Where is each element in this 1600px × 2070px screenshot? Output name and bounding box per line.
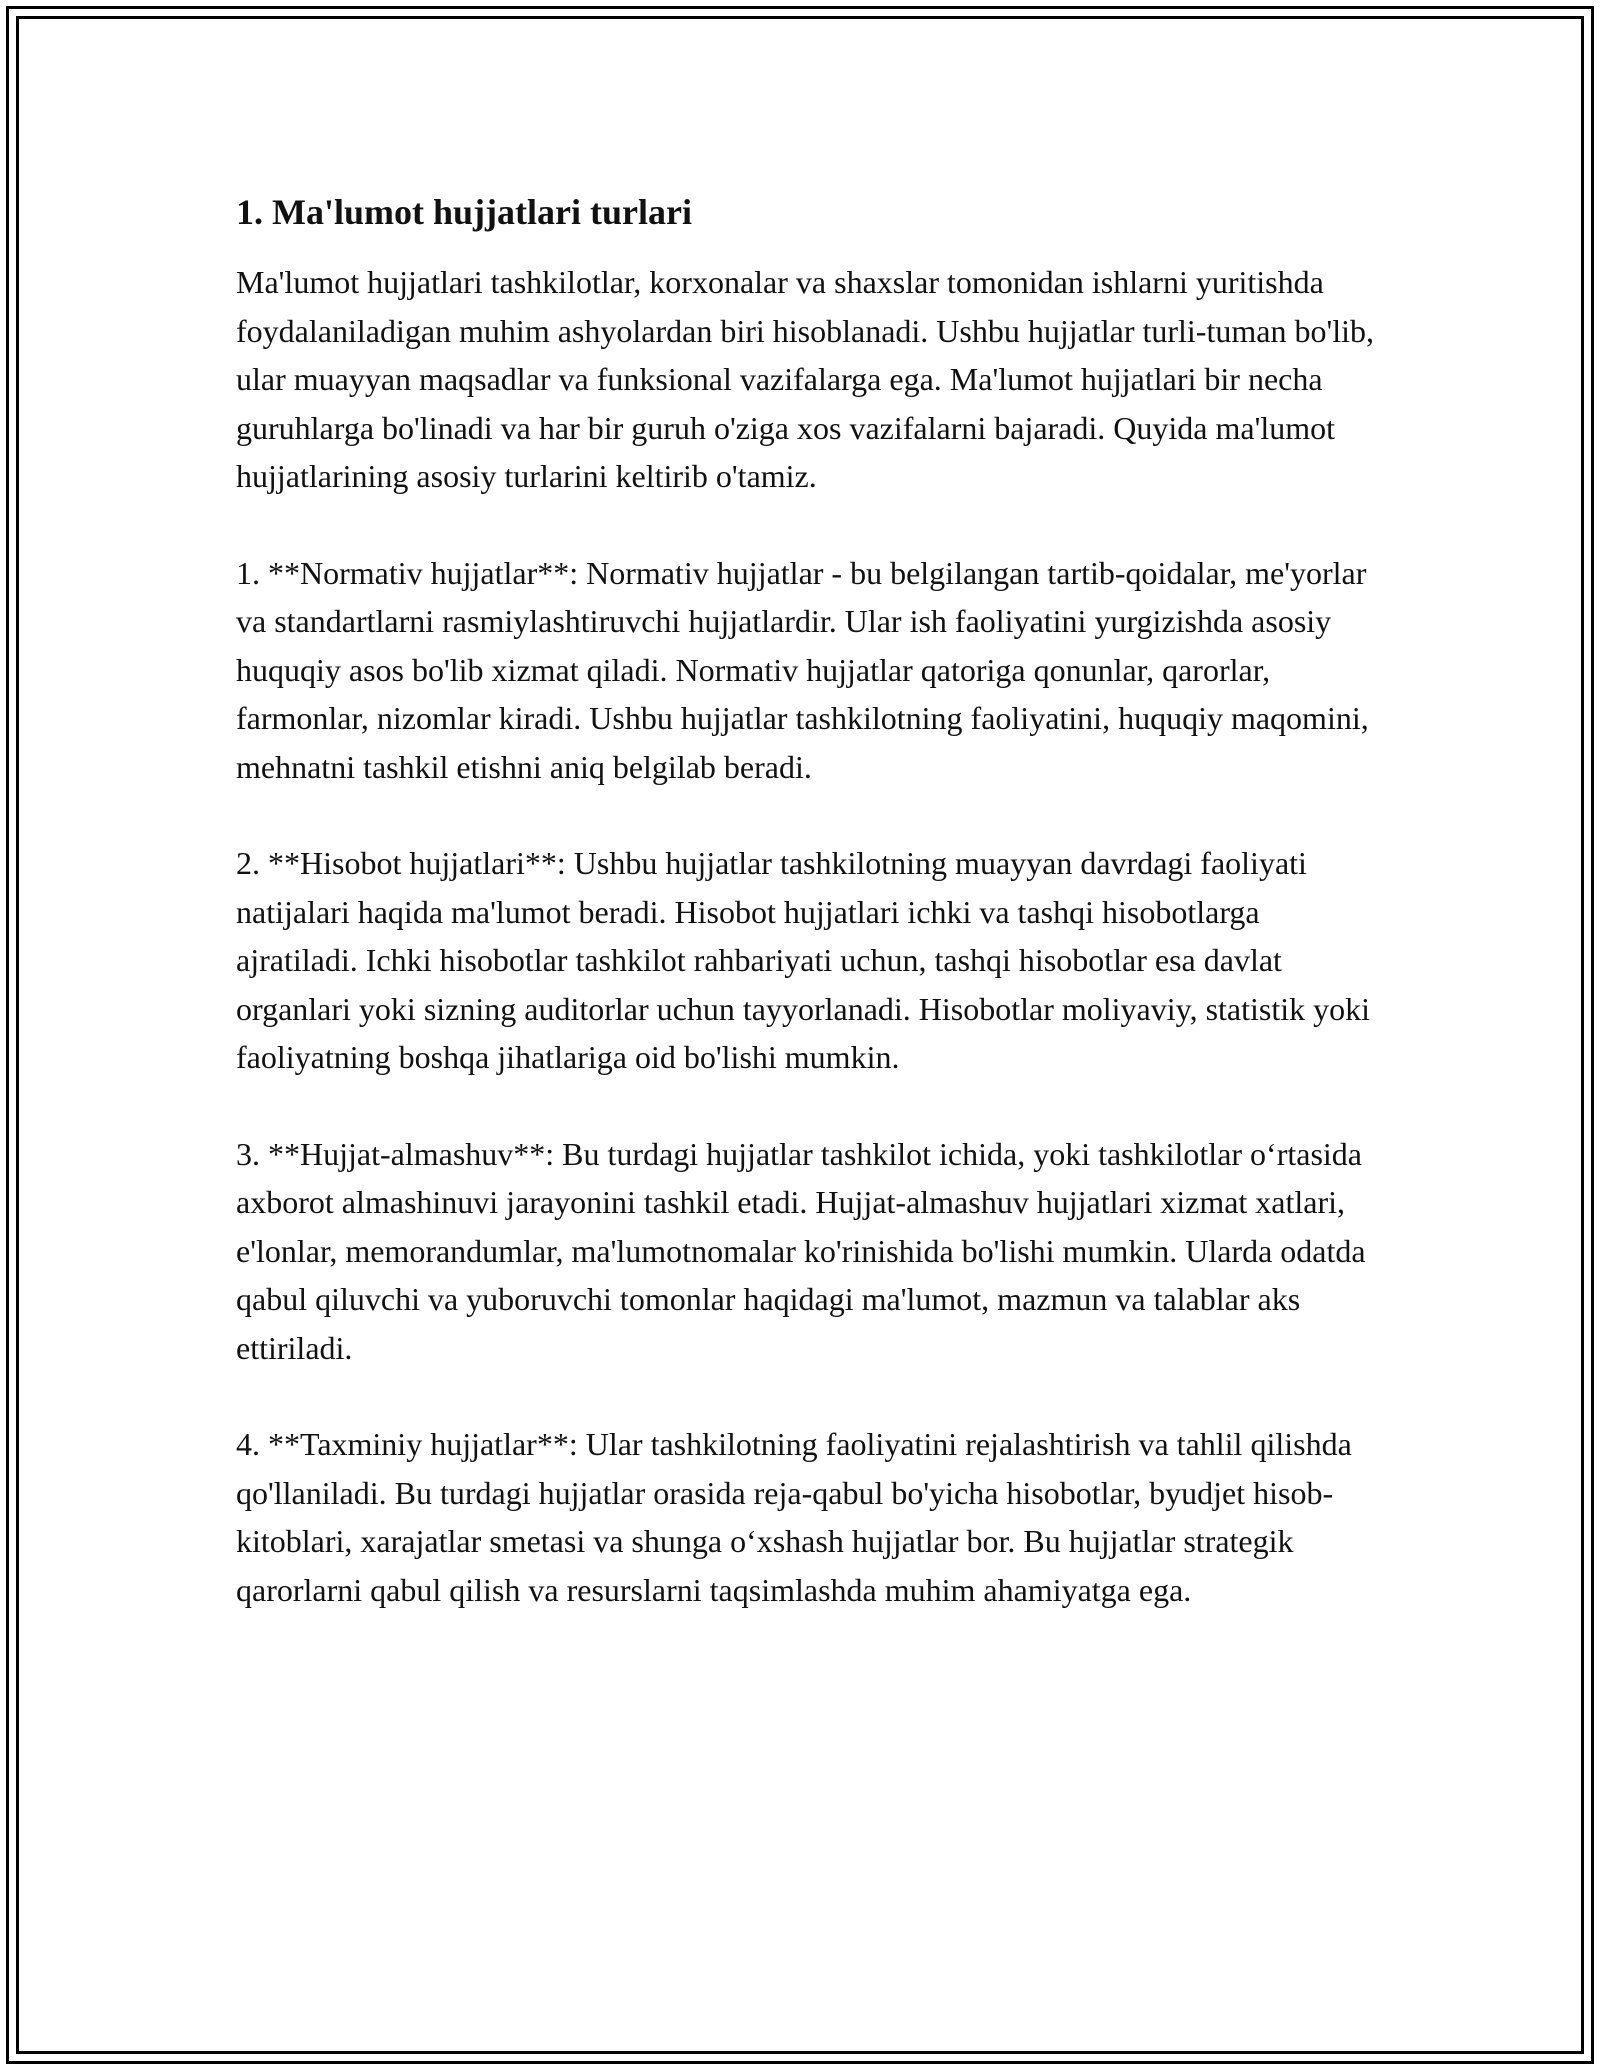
paragraph-hujjat-almashuv: 3. **Hujjat-almashuv**: Bu turdagi hujjatlar tashkilot ichida, yoki tashkilotlar o‘rtasida axborot almashinuvi jarayonini tashkil etadi. Hujjat-almashuv hujjatlari xizmat xatlari, e'lonlar, memorandumlar, ma'lumotnomalar ko'rinishida bo'lishi mumkin. Ularda odatda qabul qiluvchi va yuboruvchi tomonlar haqidagi ma'lumot, mazmun va talablar aks ettiriladi. [236, 1135, 1366, 1366]
paragraph-normativ: 1. **Normativ hujjatlar**: Normativ hujjatlar - bu belgilangan tartib-qoidalar, me'yorlar va standartlarni rasmiylashtiruvchi hujjatlardir. Ular ish faoliyatini yurgizishda asosiy huquqiy asos bo'lib xizmat qiladi. Normativ hujjatlar qatoriga qonunlar, qarorlar, farmonlar, nizomlar kiradi. Ushbu hujjatlar tashkilotning faoliyatini, huquqiy maqomini, mehnatni tashkil etishni aniq belgilab beradi. [236, 554, 1369, 785]
intro-paragraph: Ma'lumot hujjatlari tashkilotlar, korxonalar va shaxslar tomonidan ishlarni yuritishda foydalaniladigan muhim ashyolardan biri hisoblanadi. Ushbu hujjatlar turli-tuman bo'lib, ular muayyan maqsadlar va funksional vazifalarga ega. Ma'lumot hujjatlari bir necha guruhlarga bo'linadi va har bir guruh o'ziga xos vazifalarni bajaradi. Quyida ma'lumot hujjatlarining asosiy turlarini keltirib o'tamiz. [236, 264, 1374, 494]
document-body [236, 188, 1376, 1662]
document-title: 1. Ma'lumot hujjatlari turlari [236, 192, 692, 232]
paragraph-taxminiy: 4. **Taxminiy hujjatlar**: Ular tashkilotning faoliyatini rejalashtirish va tahlil qilishda qo'llaniladi. Bu turdagi hujjatlar orasida reja-qabul bo'yicha hisobotlar, byudjet hisob-kitoblari, xarajatlar smetasi va shunga o‘xshash hujjatlar bor. Bu hujjatlar strategik qarorlarni qabul qilish va resurslarni taqsimlashda muhim ahamiyatga ega. [236, 1426, 1352, 1608]
paragraph-hisobot: 2. **Hisobot hujjatlari**: Ushbu hujjatlar tashkilotning muayyan davrdagi faoliyati natijalari haqida ma'lumot beradi. Hisobot hujjatlari ichki va tashqi hisobotlarga ajratiladi. Ichki hisobotlar tashkilot rahbariyati uchun, tashqi hisobotlar esa davlat organlari yoki sizning auditorlar uchun tayyorlanadi. Hisobotlar moliyaviy, statistik yoki faoliyatning boshqa jihatlariga oid bo'lishi mumkin. [236, 845, 1371, 1075]
